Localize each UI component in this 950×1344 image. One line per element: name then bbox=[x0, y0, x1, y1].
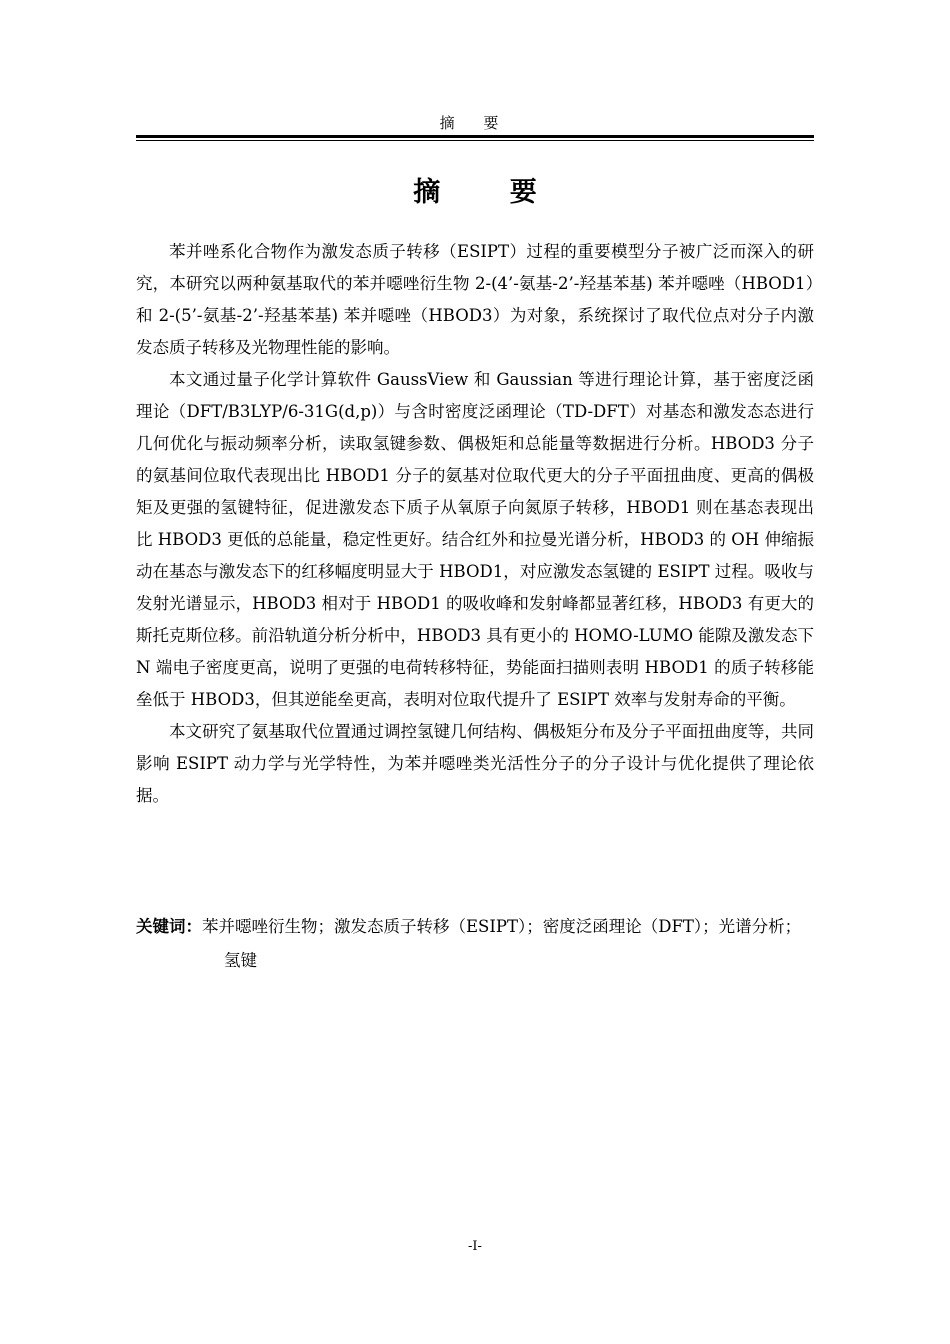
abstract-paragraph-3: 本文研究了氨基取代位置通过调控氢键几何结构、偶极矩分布及分子平面扭曲度等，共同影响 ESIPT 动力学与光学特性，为苯并噁唑类光活性分子的分子设计与优化提供了理论依据。 bbox=[136, 722, 814, 805]
running-header: 摘 要 bbox=[439, 114, 511, 132]
abstract-paragraph-1: 苯并唑系化合物作为激发态质子转移（ESIPT）过程的重要模型分子被广泛而深入的研究，本研究以两种氨基取代的苯并噁唑衍生物 2-(4’-氨基-2’-羟基苯基) 苯并噁唑（HBOD1）和 2-(5’-氨基-2’-羟基苯基) 苯并噁唑（HBOD3）为对象，系统探讨了取代位点对分子内激发态质子转移及光物理性能的影响。 bbox=[136, 242, 814, 357]
page-title: 摘 要 bbox=[413, 177, 567, 208]
keywords-text: 苯并噁唑衍生物；激发态质子转移（ESIPT）；密度泛函理论（DFT）；光谱分析；氢键 bbox=[202, 917, 802, 970]
header-rule bbox=[136, 135, 814, 138]
header-rule-thin bbox=[136, 140, 814, 141]
abstract-body bbox=[136, 236, 814, 812]
page-number: -I- bbox=[468, 1239, 482, 1254]
abstract-paragraph-2: 本文通过量子化学计算软件 GaussView 和 Gaussian 等进行理论计算，基于密度泛函理论（DFT/B3LYP/6-31G(d,p)）与含时密度泛函理论（TD-DFT）对基态和激发态态进行几何优化与振动频率分析，读取氢键参数、偶极矩和总能量等数据进行分析。HBOD3 分子的氨基间位取代表现出比 HBOD1 分子的氨基对位取代更大的分子平面扭曲度、更高的偶极矩及更强的氢键特征，促进激发态下质子从氧原子向氮原子转移，HBOD1 则在基态表现出比 HBOD3 更低的总能量，稳定性更好。结合红外和拉曼光谱分析，HBOD3 的 OH 伸缩振动在基态与激发态下的红移幅度明显大于 HBOD1，对应激发态氢键的 ESIPT 过程。吸收与发射光谱显示，HBOD3 相对于 HBOD1 的吸收峰和发射峰都显著红移，HBOD3 有更大的斯托克斯位移。前沿轨道分析分析中，HBOD3 具有更小的 HOMO-LUMO 能隙及激发态下 N 端电子密度更高，说明了更强的电荷转移特征，势能面扫描则表明 HBOD1 的质子转移能垒低于 HBOD3，但其逆能垒更高，表明对位取代提升了 ESIPT 效率与发射寿命的平衡。 bbox=[136, 370, 814, 709]
keywords-label: 关键词： bbox=[136, 917, 202, 936]
keywords-block bbox=[136, 910, 814, 978]
